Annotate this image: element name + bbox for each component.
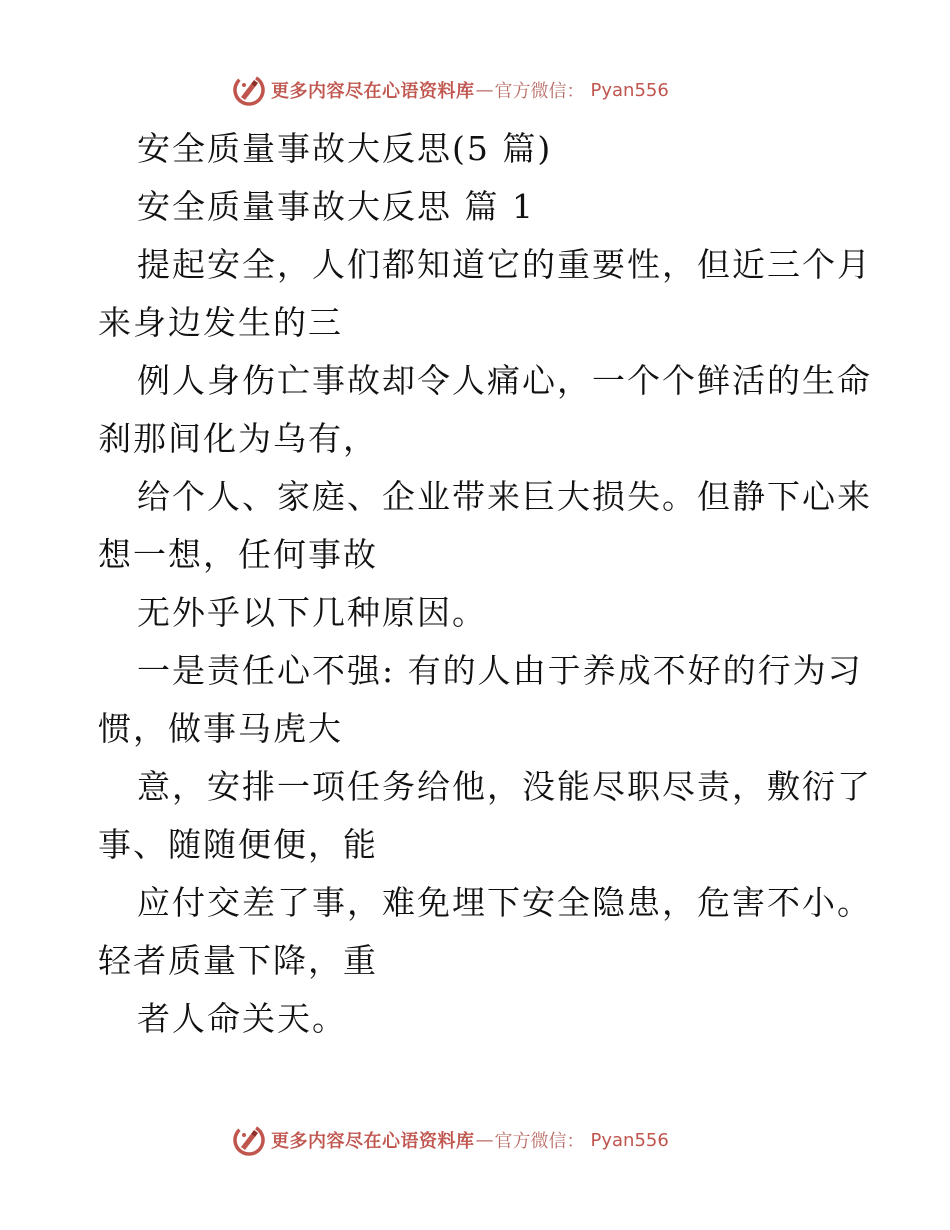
text-line: 事、随随便便，能 xyxy=(98,825,378,864)
document-body xyxy=(0,120,950,1048)
text-line: 应付交差了事，难免埋下安全隐患，危害不小。 xyxy=(137,883,872,922)
watermark-separator: — xyxy=(475,79,494,101)
watermark-wechat-label: 官方微信： xyxy=(494,81,585,102)
text-line: 者人命关天。 xyxy=(137,999,347,1038)
text-line: 例人身伤亡事故却令人痛心，一个个鲜活的生命 xyxy=(137,361,872,400)
text-line: 想一想，任何事故 xyxy=(98,535,378,574)
watermark-header xyxy=(232,72,669,108)
watermark-wechat-id: Pyan556 xyxy=(590,79,669,101)
red-pen-circle-logo-icon xyxy=(232,1123,266,1157)
text-line: 一是责任心不强: 有的人由于养成不好的行为习 xyxy=(137,651,863,690)
text-line: 惯，做事马虎大 xyxy=(98,709,343,748)
red-pen-circle-logo-icon xyxy=(232,73,266,107)
text-line: 给个人、家庭、企业带来巨大损失。但静下心来 xyxy=(137,477,872,516)
document-title: 安全质量事故大反思(5 篇) xyxy=(137,129,553,168)
text-line: 意，安排一项任务给他，没能尽职尽责，敷衍了 xyxy=(137,767,872,806)
watermark-wechat-id: Pyan556 xyxy=(590,1129,669,1151)
text-line: 无外乎以下几种原因。 xyxy=(137,593,487,632)
watermark-site-text: 更多内容尽在心语资料库 xyxy=(271,1131,475,1152)
text-line: 来身边发生的三 xyxy=(98,303,343,342)
watermark-site-text: 更多内容尽在心语资料库 xyxy=(271,81,475,102)
text-line: 刹那间化为乌有， xyxy=(98,419,378,458)
watermark-footer xyxy=(232,1122,669,1158)
text-line: 提起安全，人们都知道它的重要性，但近三个月 xyxy=(137,245,872,284)
watermark-wechat-label: 官方微信： xyxy=(494,1131,585,1152)
section-heading: 安全质量事故大反思 篇 1 xyxy=(137,187,535,226)
watermark-separator: — xyxy=(475,1129,494,1151)
text-line: 轻者质量下降，重 xyxy=(98,941,378,980)
